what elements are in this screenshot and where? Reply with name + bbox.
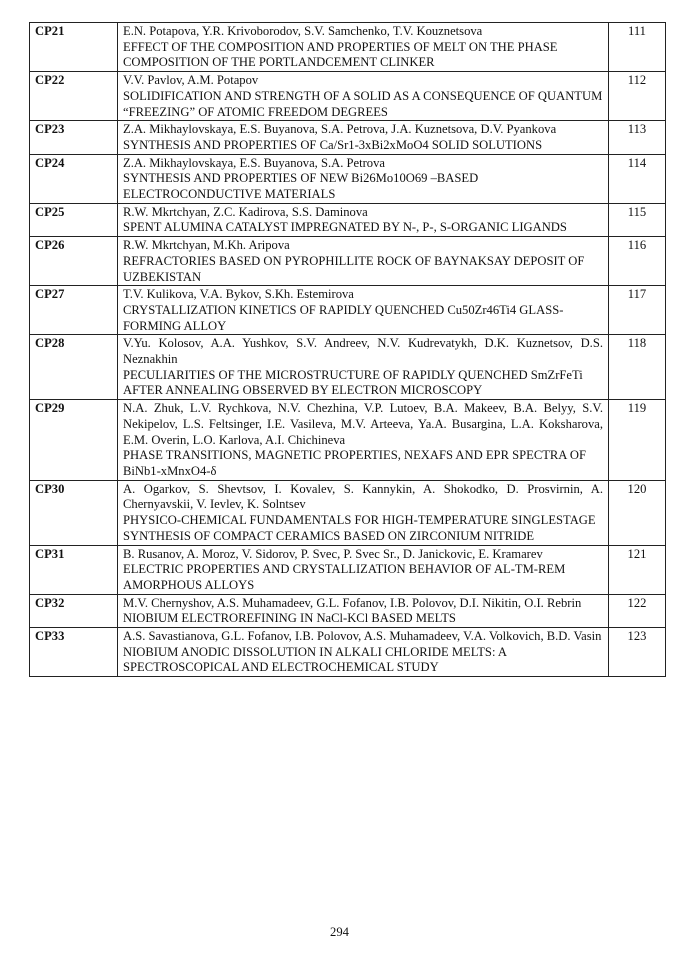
- contents-row: [30, 628, 666, 677]
- entry-authors: Z.A. Mikhaylovskaya, E.S. Buyanova, S.A. Petrova, J.A. Kuznetsova, D.V. Pyankova: [123, 122, 557, 137]
- entry-authors: T.V. Kulikova, V.A. Bykov, S.Kh. Estemirova: [123, 287, 354, 302]
- entry-authors: M.V. Chernyshov, A.S. Muhamadeev, G.L. Fofanov, I.B. Polovov, D.I. Nikitin, O.I. Rebrin: [123, 595, 582, 610]
- entry-code: CP26: [30, 237, 118, 286]
- entry-title: NIOBIUM ELECTROREFINING IN NaCl-KCl BASED MELTS: [123, 611, 456, 626]
- entry-authors: E.N. Potapova, Y.R. Krivoborodov, S.V. Samchenko, T.V. Kouznetsova: [123, 24, 483, 38]
- entry-content: [118, 480, 609, 545]
- entry-authors: A.S. Savastianova, G.L. Fofanov, I.B. Polovov, A.S. Muhamadeev, V.A. Volkovich, B.D. Vasin: [123, 629, 602, 644]
- entry-content: [118, 545, 609, 594]
- entry-content: [118, 23, 609, 72]
- entry-code: CP29: [30, 400, 118, 481]
- entry-page: 121: [609, 545, 666, 594]
- entry-page: 122: [609, 594, 666, 627]
- entry-authors: R.W. Mkrtchyan, M.Kh. Aripova: [123, 238, 290, 253]
- entry-code: CP30: [30, 480, 118, 545]
- entry-content: [118, 400, 609, 481]
- entry-code: CP27: [30, 286, 118, 335]
- entry-content: [118, 335, 609, 400]
- entry-page: 123: [609, 628, 666, 677]
- entry-title: EFFECT OF THE COMPOSITION AND PROPERTIES OF MELT ON THE PHASE COMPOSITION OF THE PORTLANDCEMENT CLINKER: [123, 39, 558, 70]
- entry-authors: V.V. Pavlov, A.M. Potapov: [123, 73, 259, 88]
- contents-row: [30, 480, 666, 545]
- entry-title: PHASE TRANSITIONS, MAGNETIC PROPERTIES, NEXAFS AND EPR SPECTRA OF BiNb1-xMnxO4-δ: [123, 448, 586, 478]
- entry-page: 118: [609, 335, 666, 400]
- contents-row: [30, 286, 666, 335]
- entry-code: CP33: [30, 628, 118, 677]
- entry-title: REFRACTORIES BASED ON PYROPHILLITE ROCK OF BAYNAKSAY DEPOSIT OF UZBEKISTAN: [123, 253, 585, 284]
- contents-row: [30, 121, 666, 154]
- entry-authors: Z.A. Mikhaylovskaya, E.S. Buyanova, S.A. Petrova: [123, 155, 385, 170]
- entry-content: [118, 237, 609, 286]
- entry-title: SPENT ALUMINA CATALYST IMPREGNATED BY N-, P-, S-ORGANIC LIGANDS: [123, 220, 567, 235]
- entry-code: CP28: [30, 335, 118, 400]
- contents-row: [30, 237, 666, 286]
- entry-content: [118, 594, 609, 627]
- entry-code: CP21: [30, 23, 118, 72]
- contents-table: [29, 22, 666, 677]
- entry-title: CRYSTALLIZATION KINETICS OF RAPIDLY QUENCHED Cu50Zr46Ti4 GLASS-FORMING ALLOY: [123, 302, 564, 333]
- entry-authors: V.Yu. Kolosov, A.A. Yushkov, S.V. Andreev, N.V. Kudrevatykh, D.K. Kuznetsov, D.S. Neznakhin: [123, 336, 603, 367]
- contents-row: [30, 400, 666, 481]
- entry-content: [118, 203, 609, 236]
- entry-content: [118, 72, 609, 121]
- entry-page: 113: [609, 121, 666, 154]
- entry-title: SOLIDIFICATION AND STRENGTH OF A SOLID AS A CONSEQUENCE OF QUANTUM “FREEZING” OF ATOMIC FREEDOM DEGREES: [123, 88, 603, 119]
- contents-row: [30, 335, 666, 400]
- entry-page: 117: [609, 286, 666, 335]
- entry-page: 114: [609, 154, 666, 203]
- entry-content: [118, 154, 609, 203]
- entry-page: 115: [609, 203, 666, 236]
- entry-page: 119: [609, 400, 666, 481]
- entry-title: ELECTRIC PROPERTIES AND CRYSTALLIZATION BEHAVIOR OF AL-TM-REM AMORPHOUS ALLOYS: [123, 562, 566, 592]
- entry-authors: R.W. Mkrtchyan, Z.C. Kadirova, S.S. Daminova: [123, 204, 368, 219]
- entry-page: 111: [609, 23, 666, 72]
- entry-content: [118, 286, 609, 335]
- page-number: 294: [330, 925, 349, 939]
- entry-code: CP23: [30, 121, 118, 154]
- entry-title: SYNTHESIS AND PROPERTIES OF Ca/Sr1-3xBi2xMoO4 SOLID SOLUTIONS: [123, 137, 543, 152]
- contents-row: [30, 72, 666, 121]
- entry-code: CP22: [30, 72, 118, 121]
- contents-row: [30, 154, 666, 203]
- entry-page: 116: [609, 237, 666, 286]
- entry-title: NIOBIUM ANODIC DISSOLUTION IN ALKALI CHLORIDE MELTS: A SPECTROSCOPICAL AND ELECTROCHEMICAL STUDY: [123, 644, 507, 675]
- contents-row: [30, 203, 666, 236]
- entry-authors: B. Rusanov, A. Moroz, V. Sidorov, P. Svec, P. Svec Sr., D. Janickovic, E. Kramarev: [123, 546, 543, 561]
- entry-code: CP31: [30, 545, 118, 594]
- entry-page: 120: [609, 480, 666, 545]
- entry-title: PECULIARITIES OF THE MICROSTRUCTURE OF RAPIDLY QUENCHED SmZrFeTi AFTER ANNEALING OBSERVED BY ELECTRON MICROSCOPY: [123, 367, 583, 398]
- entry-code: CP32: [30, 594, 118, 627]
- entry-title: PHYSICO-CHEMICAL FUNDAMENTALS FOR HIGH-TEMPERATURE SINGLESTAGE SYNTHESIS OF COMPACT CERAMICS BASED ON ZIRCONIUM NITRIDE: [123, 513, 596, 543]
- entry-page: 112: [609, 72, 666, 121]
- entry-authors: N.A. Zhuk, L.V. Rychkova, N.V. Chezhina, V.P. Lutoev, B.A. Makeev, B.A. Belyy, S.V. Nekipelov, L.S. Feltsinger, I.E. Vasileva, M.V. Arteeva, Ya.A. Busargina, L.A. Koksharova, E.M. Overin, L.O. Karlova, A.I. Chichineva: [123, 401, 603, 447]
- entry-code: CP24: [30, 154, 118, 203]
- contents-row: [30, 594, 666, 627]
- contents-row: [30, 545, 666, 594]
- entry-code: CP25: [30, 203, 118, 236]
- entry-authors: A. Ogarkov, S. Shevtsov, I. Kovalev, S. Kannykin, A. Shokodko, D. Prosvirnin, A. Chernyavskii, V. Ievlev, K. Solntsev: [123, 481, 603, 512]
- contents-row: [30, 23, 666, 72]
- entry-title: SYNTHESIS AND PROPERTIES OF NEW Bi26Mo10O69 –BASED ELECTROCONDUCTIVE MATERIALS: [123, 171, 479, 202]
- entry-content: [118, 121, 609, 154]
- entry-content: [118, 628, 609, 677]
